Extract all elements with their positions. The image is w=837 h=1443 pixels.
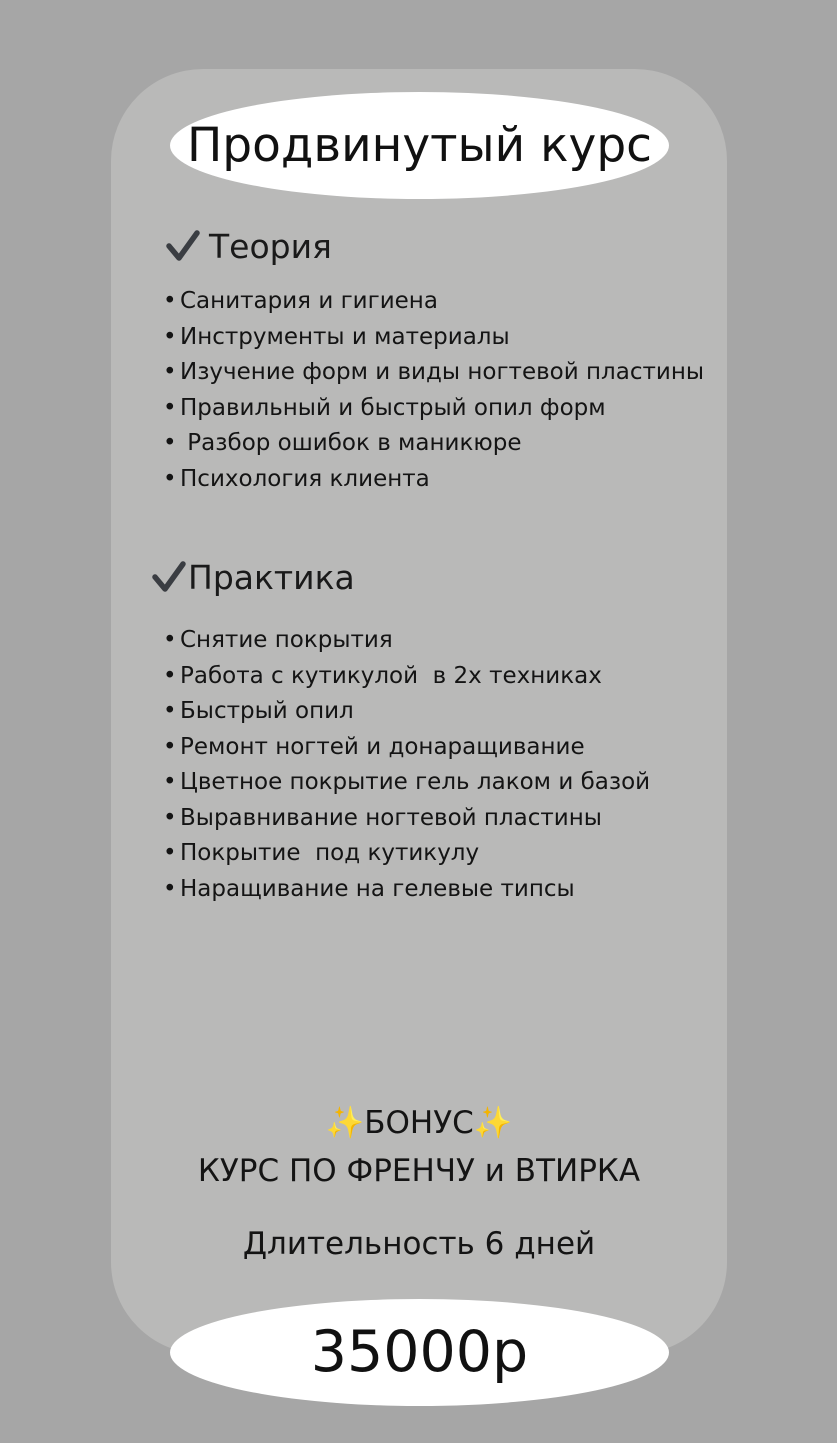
list-item-text: Психология клиента: [180, 465, 430, 492]
title-oval: [170, 92, 669, 199]
bullet: •: [163, 769, 177, 795]
bullet: •: [163, 288, 177, 314]
bonus-description: КУРС ПО ФРЕНЧУ и ВТИРКА: [197, 1153, 641, 1189]
theory-list: [163, 284, 704, 497]
price-oval: [170, 1299, 669, 1406]
list-item: [163, 836, 650, 872]
bullet: •: [163, 323, 177, 350]
bonus-heading: [111, 1105, 727, 1141]
list-item-text: Ремонт ногтей и донаращивание: [180, 733, 585, 760]
list-item: [163, 872, 650, 908]
theory-heading-label: Теория: [209, 226, 332, 266]
list-item: [163, 801, 650, 837]
list-item-text: Выравнивание ногтевой пластины: [180, 804, 602, 831]
list-item-text: Санитария и гигиена: [180, 288, 438, 314]
sparkles-icon: ✨: [473, 1105, 513, 1141]
list-item-text: Быстрый опил: [180, 698, 354, 724]
list-item: [163, 730, 650, 766]
bullet: •: [163, 662, 177, 689]
list-item-text: Наращивание на гелевые типсы: [180, 875, 575, 902]
list-item: [163, 320, 704, 356]
list-item: [163, 659, 650, 695]
practice-list: [163, 623, 650, 907]
bullet: •: [163, 359, 177, 385]
list-item-text: Покрытие под кутикулу: [180, 840, 480, 866]
bullet: •: [163, 840, 177, 866]
list-item-text: Цветное покрытие гель лаком и базой: [180, 769, 651, 795]
bullet: •: [163, 804, 177, 831]
list-item: [163, 391, 704, 427]
course-title: Продвинутый курс: [186, 118, 653, 173]
list-item-text: Работа с кутикулой в 2х техниках: [180, 662, 602, 689]
bullet: •: [163, 430, 177, 456]
checkmark-icon: [165, 228, 201, 264]
course-duration: Длительность 6 дней: [242, 1226, 596, 1262]
list-item-text: Правильный и быстрый опил форм: [180, 394, 606, 421]
list-item-text: Изучение форм и виды ногтевой пластины: [180, 359, 705, 385]
list-item: [163, 623, 650, 659]
bullet: •: [163, 698, 177, 724]
bullet: •: [163, 465, 177, 492]
course-price: 35000р: [310, 1319, 529, 1385]
bullet: •: [163, 394, 177, 421]
list-item: [163, 284, 704, 320]
list-item: [163, 426, 704, 462]
list-item: [163, 765, 650, 801]
bullet: •: [163, 875, 177, 902]
checkmark-icon: [151, 559, 187, 595]
bonus-label: БОНУС: [364, 1105, 474, 1141]
practice-heading: [151, 559, 355, 595]
list-item-text: Разбор ошибок в маникюре: [180, 430, 522, 456]
list-item: [163, 462, 704, 498]
bullet: •: [163, 733, 177, 760]
list-item-text: Снятие покрытия: [180, 627, 393, 653]
list-item-text: Инструменты и материалы: [180, 323, 510, 350]
theory-heading: [165, 228, 332, 264]
bullet: •: [163, 627, 177, 653]
practice-heading-label: Практика: [188, 557, 355, 597]
list-item: [163, 355, 704, 391]
list-item: [163, 694, 650, 730]
sparkles-icon: ✨: [325, 1105, 365, 1141]
